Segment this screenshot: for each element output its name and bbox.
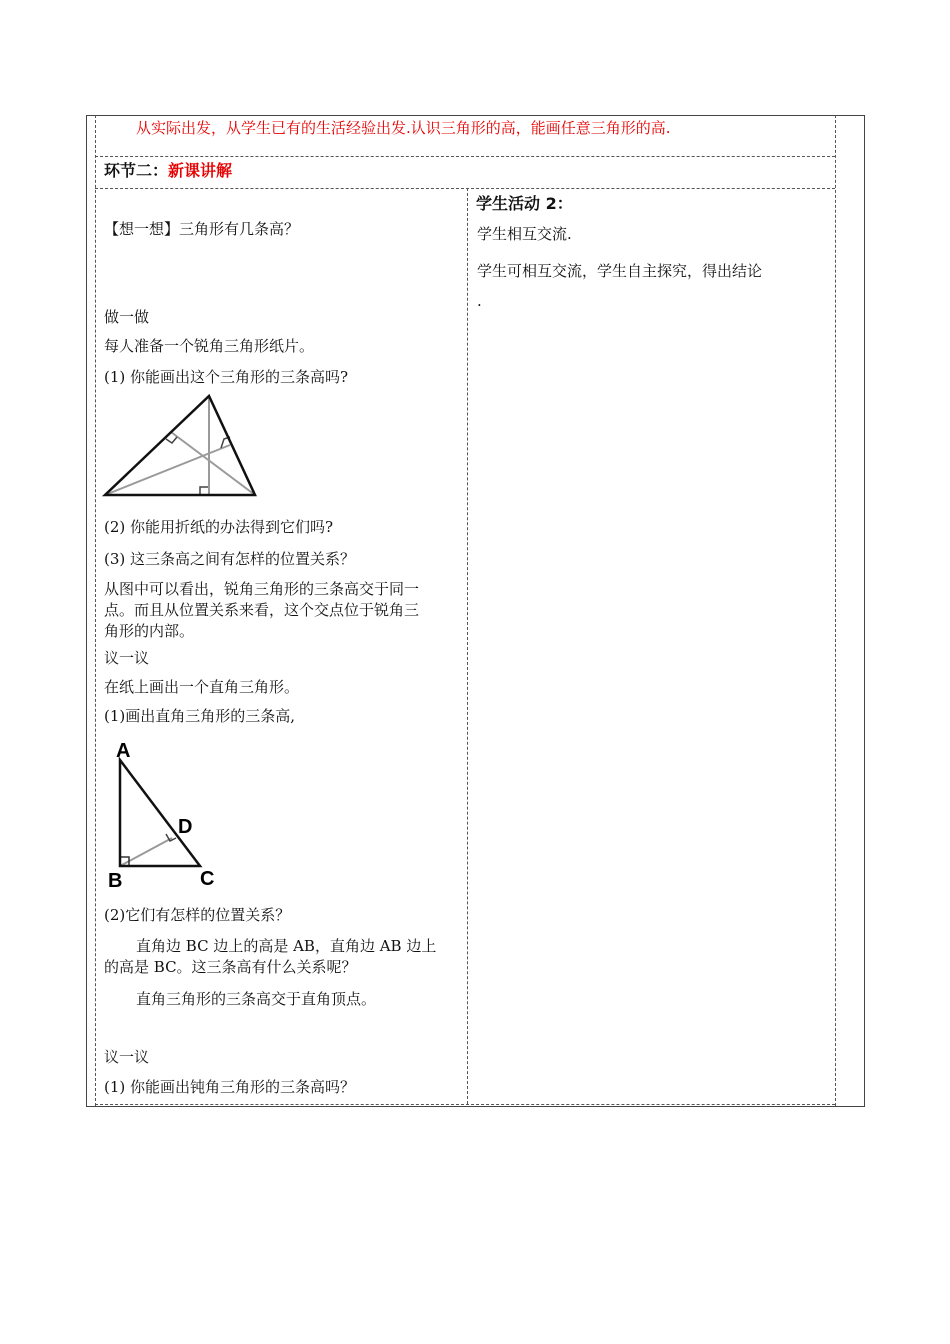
activity-line-3: . <box>477 292 482 310</box>
table-border-top <box>86 115 865 116</box>
activity-line-1: 学生相互交流. <box>477 225 572 243</box>
inner-dash-right <box>835 115 836 1106</box>
acute-triangle-figure <box>100 392 262 500</box>
inner-dash-left <box>95 115 96 1106</box>
question-2: (2) 你能用折纸的办法得到它们吗? <box>104 518 334 536</box>
label-c: C <box>200 868 215 890</box>
obtuse-question: (1) 你能画出钝角三角形的三条高吗？ <box>104 1078 356 1096</box>
right-triangle-text-line-1: 直角边 BC 边上的高是 AB，直角边 AB 边上 <box>136 937 437 955</box>
activity-title: 学生活动 2： <box>476 194 573 213</box>
conclusion-line-1: 从图中可以看出，锐角三角形的三条高交于同一 <box>104 580 420 598</box>
discuss-task: 在纸上画出一个直角三角形。 <box>104 678 300 696</box>
table-border-left <box>86 115 87 1107</box>
objective-text: 从实际出发，从学生已有的生活经验出发.认识三角形的高，能画任意三角形的高. <box>136 119 671 137</box>
discuss-question-2: (2)它们有怎样的位置关系？ <box>104 906 291 924</box>
right-triangle-figure <box>100 735 230 895</box>
row-divider-3 <box>95 1104 835 1105</box>
right-triangle-conclusion: 直角三角形的三条高交于直角顶点。 <box>136 990 377 1008</box>
section-header <box>104 160 232 182</box>
section-title: 新课讲解 <box>168 161 233 180</box>
do-prep: 每人准备一个锐角三角形纸片。 <box>104 337 315 355</box>
row-divider-2 <box>95 188 835 189</box>
question-1: (1) 你能画出这个三角形的三条高吗? <box>104 368 349 386</box>
right-triangle-text-line-2: 的高是 BC。这三条高有什么关系呢？ <box>104 958 357 976</box>
label-a: A <box>116 740 131 762</box>
think-question: 【想一想】三角形有几条高？ <box>104 220 300 238</box>
label-d: D <box>178 816 193 838</box>
row-divider-1 <box>95 156 835 157</box>
conclusion-line-3: 角形的内部。 <box>104 622 195 640</box>
discuss-question-1: (1)画出直角三角形的三条高, <box>104 707 296 725</box>
table-border-bottom <box>86 1106 865 1107</box>
column-divider <box>467 188 468 1104</box>
section-prefix: 环节二： <box>104 161 169 180</box>
activity-line-2: 学生可相互交流，学生自主探究，得出结论 <box>477 262 763 280</box>
table-border-right <box>864 115 865 1107</box>
label-b: B <box>108 870 123 892</box>
discuss-heading-1: 议一议 <box>104 649 150 667</box>
conclusion-line-2: 点。而且从位置关系来看，这个交点位于锐角三 <box>104 601 420 619</box>
do-heading: 做一做 <box>104 308 150 326</box>
question-3: (3) 这三条高之间有怎样的位置关系？ <box>104 550 356 568</box>
discuss-heading-2: 议一议 <box>104 1048 150 1066</box>
